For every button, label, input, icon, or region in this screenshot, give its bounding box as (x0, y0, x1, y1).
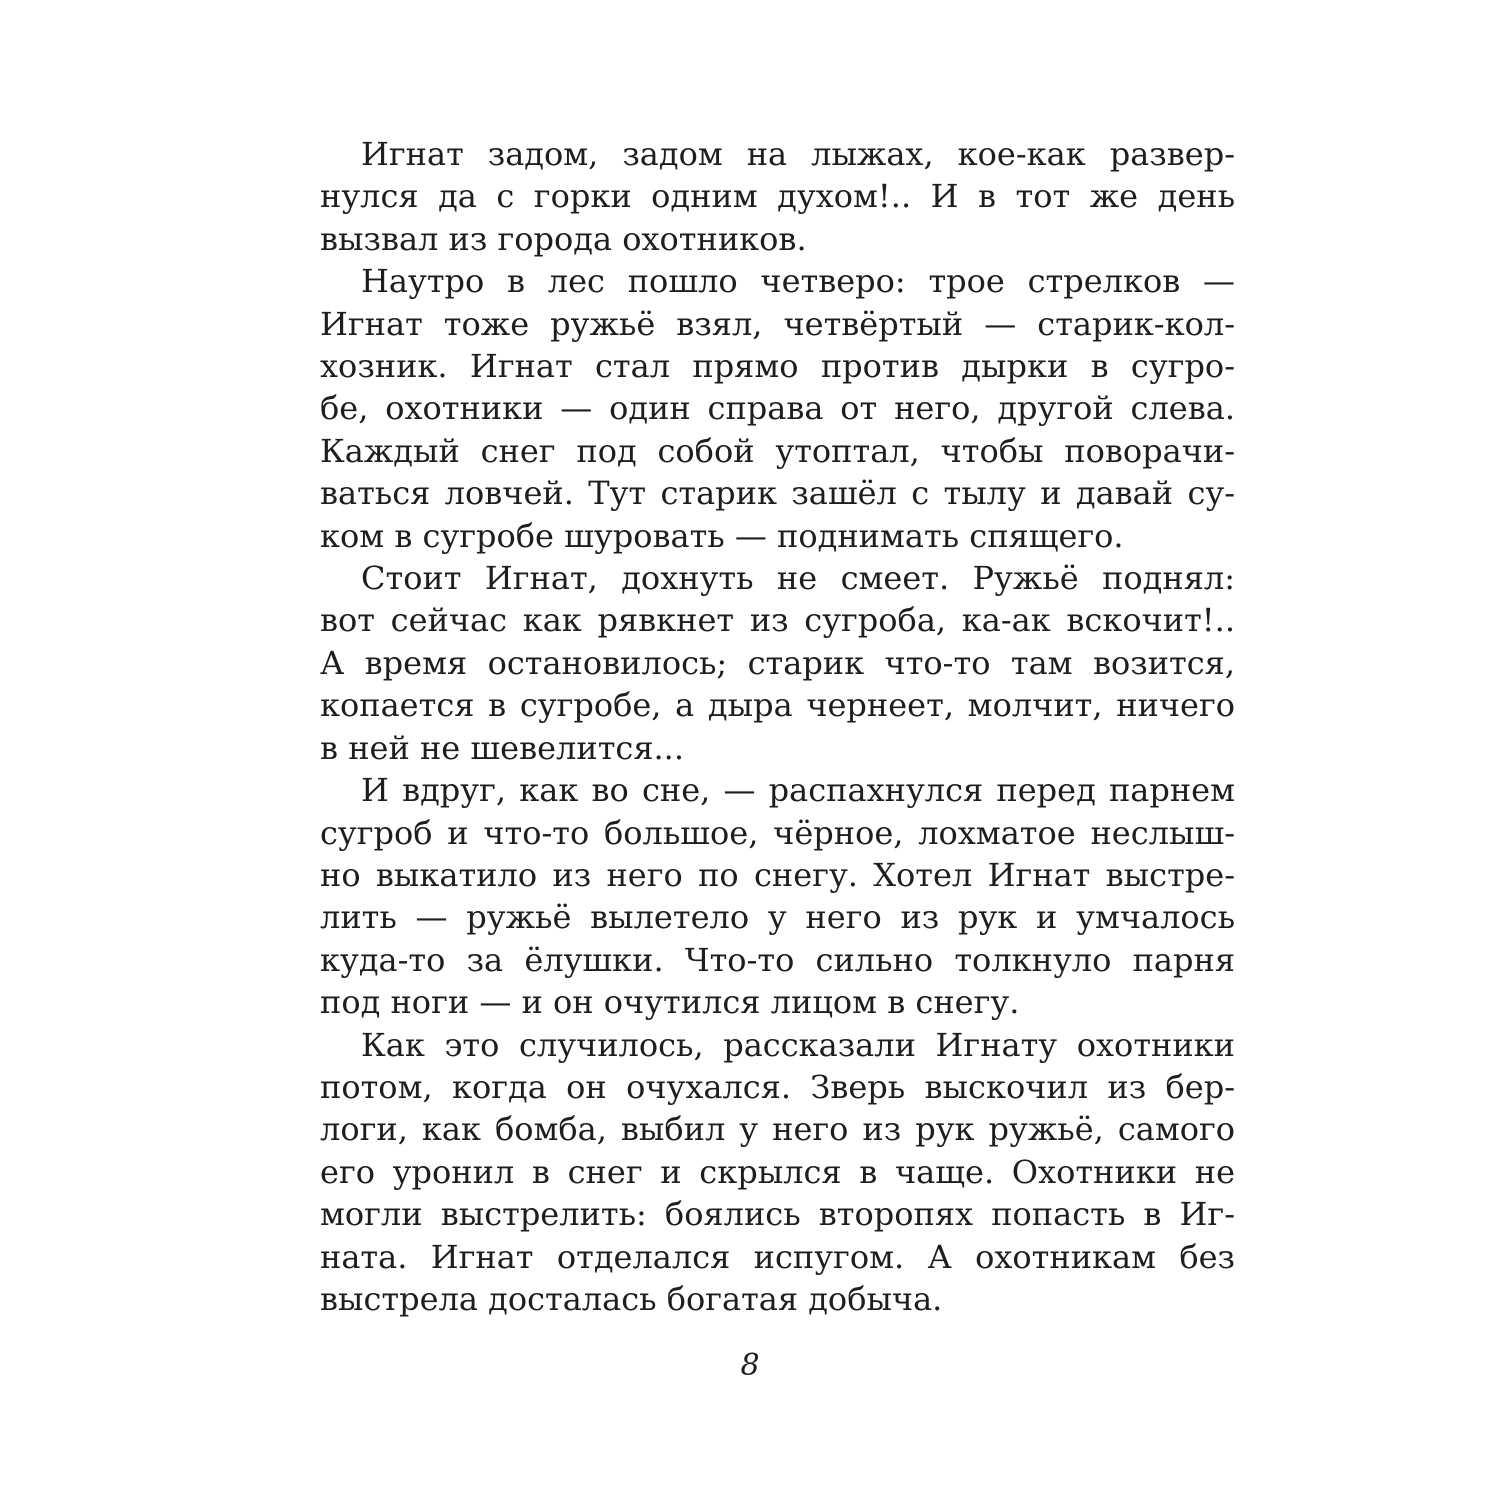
text-line: ваться ловчей. Тут старик зашёл с тылу и давай су- (320, 474, 1235, 513)
text-line: куда-то за ёлушки. Что-то сильно толкнуло парня (320, 940, 1235, 979)
text-line: Как это случилось, рассказали Игнату охотники (361, 1025, 1235, 1064)
paragraph-2 (320, 260, 1235, 557)
text-line: логи, как бомба, выбил у него из рук ружьё, самого (320, 1110, 1235, 1149)
text-line: но выкатило из него по снегу. Хотел Игнат выстре- (320, 855, 1235, 894)
text-line: ната. Игнат отделался испугом. А охотникам без (320, 1237, 1235, 1276)
page-number: 8 (740, 1348, 760, 1383)
paragraph-1 (320, 133, 1235, 260)
paragraph-3 (320, 557, 1235, 769)
text-line: И вдруг, как во сне, — распахнулся перед парнем (361, 771, 1235, 810)
text-line: Наутро в лес пошло четверо: трое стрелков — (361, 262, 1235, 301)
paragraph-4 (320, 769, 1235, 1023)
text-line: нулся да с горки одним духом!.. И в тот же день (320, 177, 1235, 216)
text-line: вызвал из города охотников. (320, 219, 807, 258)
text-line: бе, охотники — один справа от него, другой слева. (320, 389, 1235, 428)
text-line: Игнат задом, задом на лыжах, кое-как развер- (361, 135, 1235, 173)
text-line: вот сейчас как рявкнет из сугроба, ка-ак вскочит!.. (320, 601, 1235, 640)
text-line: ком в сугробе шуровать — поднимать спящего. (320, 516, 1124, 555)
text-line: в ней не шевелится... (320, 728, 685, 767)
text-line: под ноги — и он очутился лицом в снегу. (320, 983, 1020, 1022)
text-line: потом, когда он очухался. Зверь выскочил из бер- (320, 1067, 1235, 1106)
paragraph-5 (320, 1024, 1235, 1321)
text-line: могли выстрелить: боялись второпях попасть в Иг- (320, 1195, 1235, 1234)
text-line: Стоит Игнат, дохнуть не смеет. Ружьё поднял: (361, 559, 1235, 598)
text-line: Каждый снег под собой утоптал, чтобы поворачи- (320, 431, 1235, 470)
text-line: хозник. Игнат стал прямо против дырки в сугро- (320, 347, 1235, 386)
text-line: лить — ружьё вылетело у него из рук и умчалось (320, 898, 1235, 937)
text-line: сугроб и что-то большое, чёрное, лохматое неслыш- (320, 813, 1235, 852)
body-text (320, 133, 1235, 1320)
text-line: Игнат тоже ружьё взял, четвёртый — старик-кол- (320, 304, 1235, 343)
text-line: его уронил в снег и скрылся в чаще. Охотники не (320, 1152, 1235, 1191)
text-line: выстрела досталась богатая добыча. (320, 1279, 943, 1318)
text-line: А время остановилось; старик что-то там возится, (320, 643, 1235, 682)
text-line: копается в сугробе, а дыра чернеет, молчит, ничего (320, 686, 1235, 725)
